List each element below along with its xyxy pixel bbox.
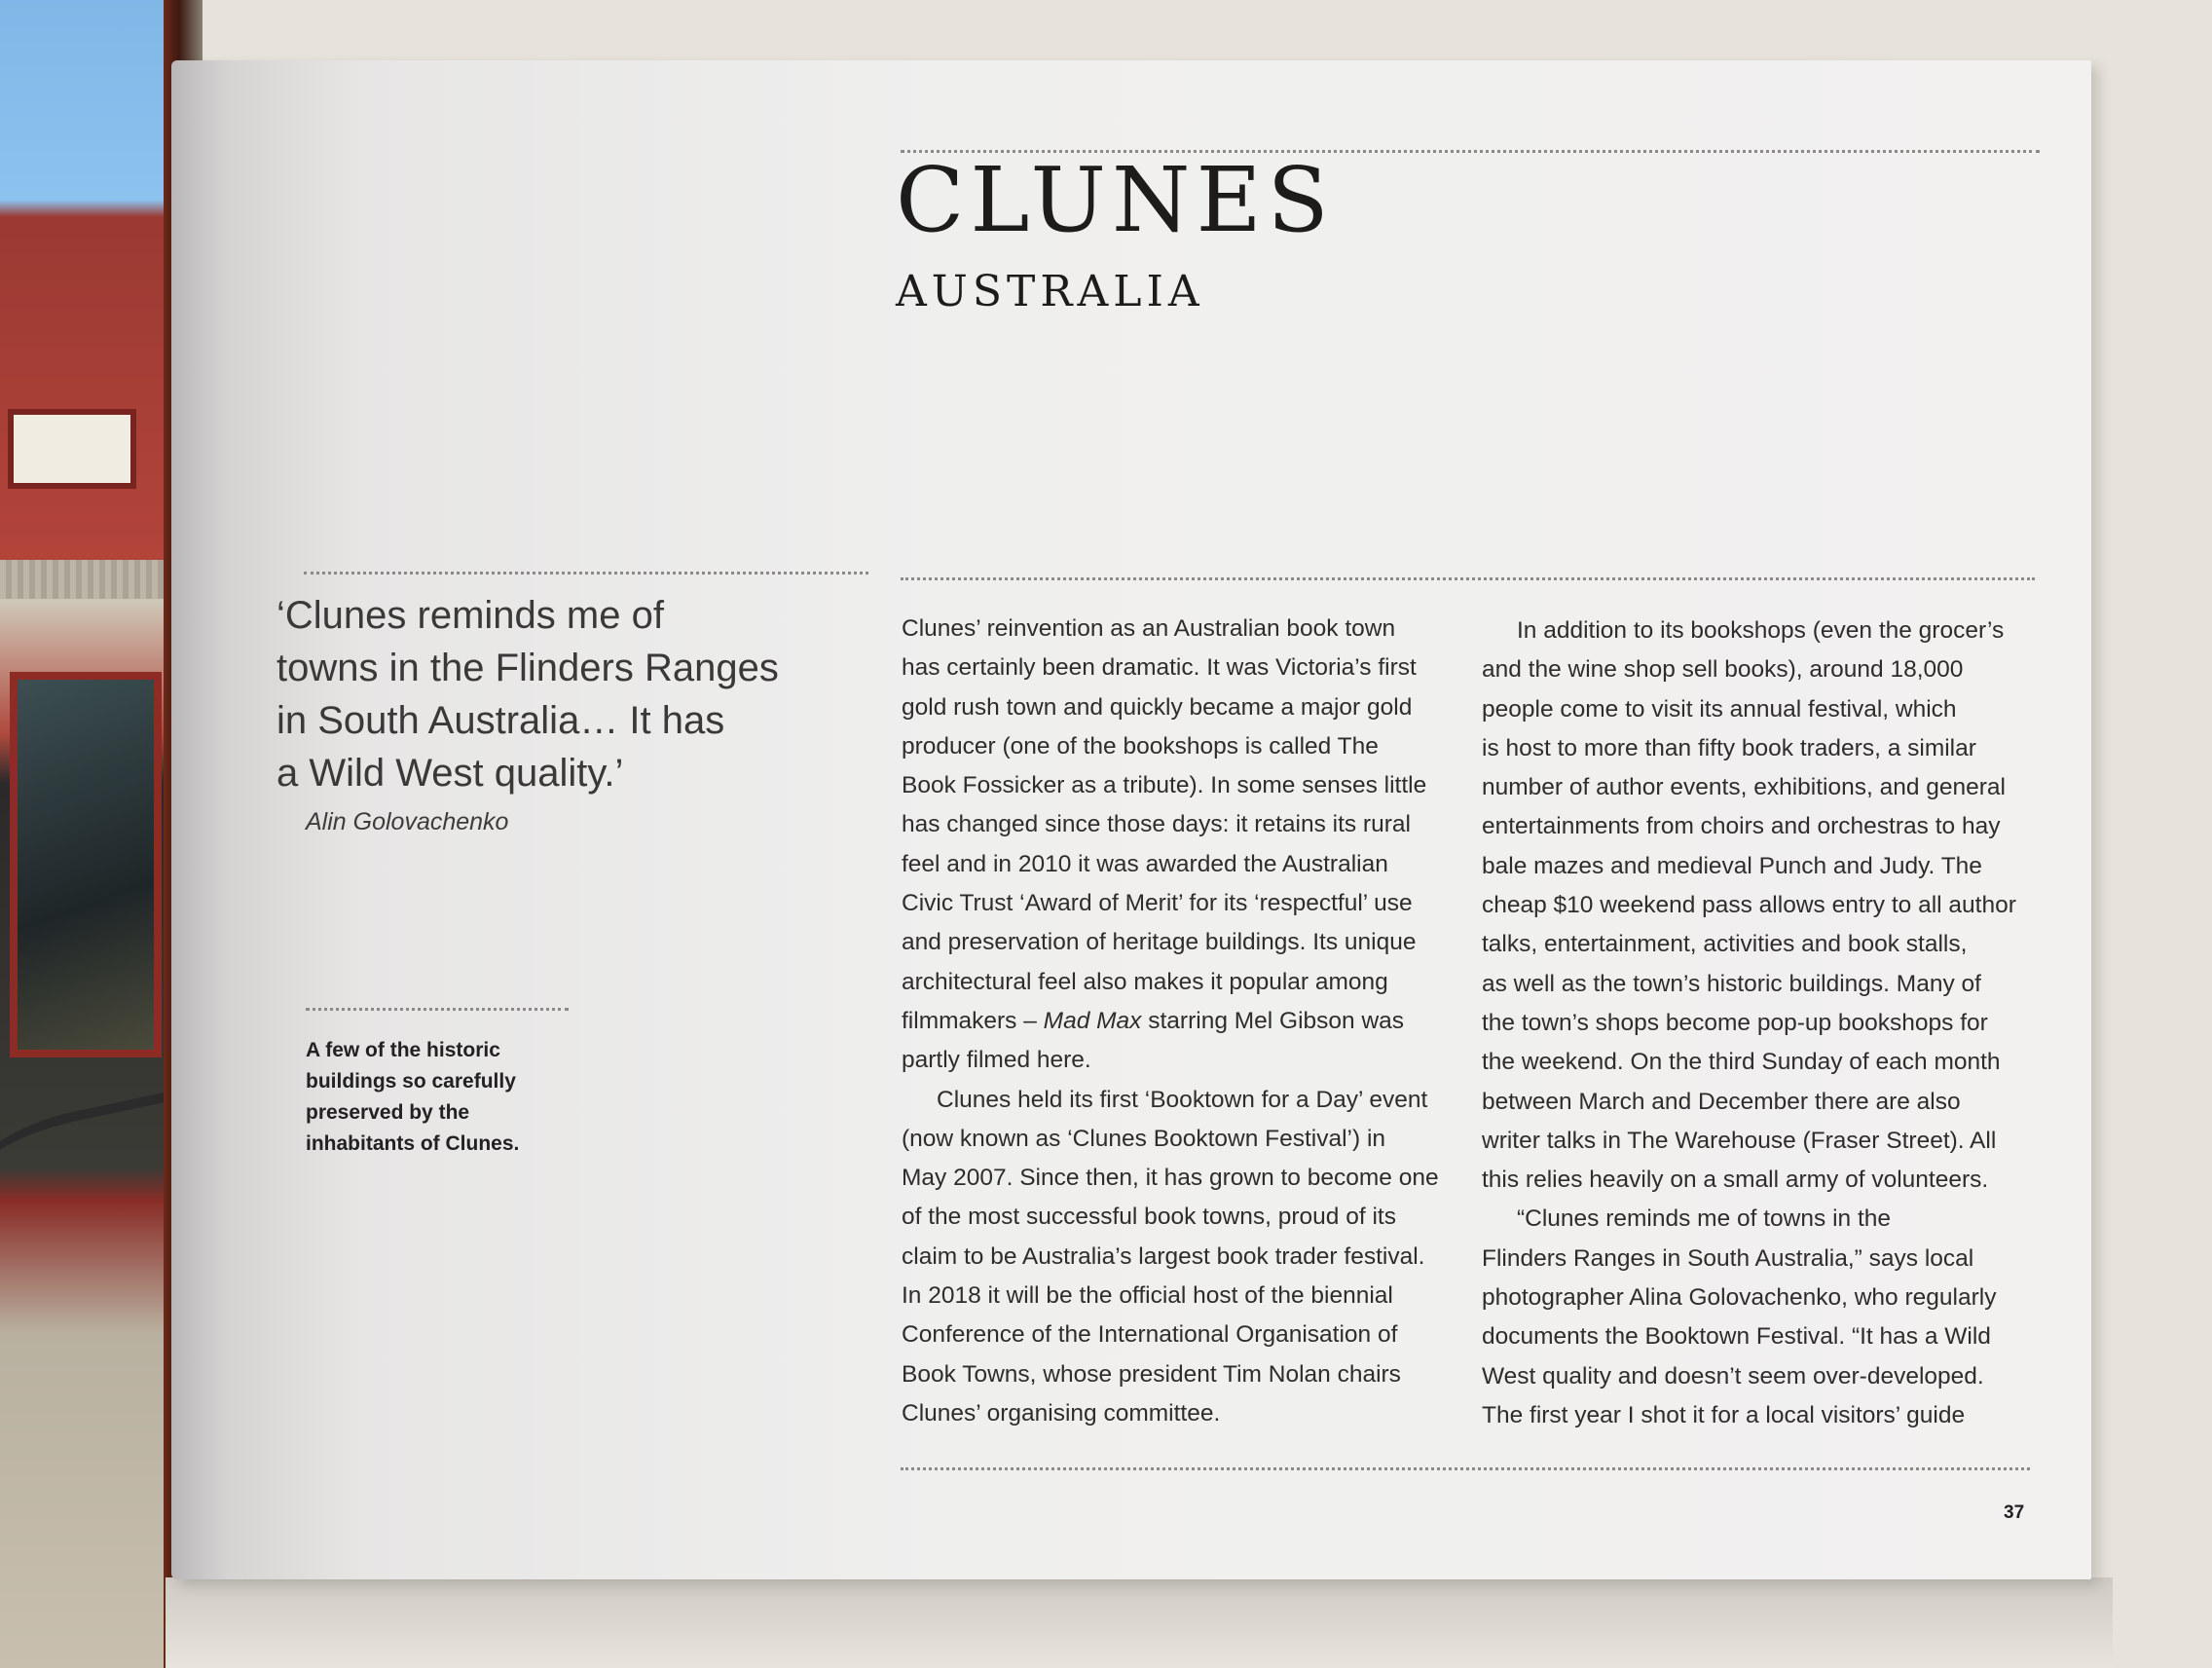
body-line: In 2018 it will be the official host of the biennial [902, 1282, 1393, 1310]
body-line: entertainments from choirs and orchestras to hay [1482, 813, 2001, 840]
pull-quote-line: towns in the Flinders Ranges [276, 647, 779, 689]
body-line: has changed since those days: it retains its rural [902, 811, 1411, 838]
body-text: starring Mel Gibson was [1141, 1007, 1405, 1034]
body-line: Conference of the International Organisation of [902, 1321, 1398, 1349]
body-column-1 [902, 610, 1439, 1433]
pull-quote-line: a Wild West quality.’ [276, 752, 624, 795]
page-title: CLUNES [896, 148, 1335, 252]
body-line: bale mazes and medieval Punch and Judy. The [1482, 852, 1982, 879]
body-line: In addition to its bookshops (even the grocer’s [1517, 617, 2005, 644]
body-line: Book Fossicker as a tribute). In some senses little [902, 772, 1427, 799]
body-line: Flinders Ranges in South Australia,” says local [1482, 1244, 1974, 1272]
body-line: feel and in 2010 it was awarded the Australian [902, 850, 1388, 877]
book-edge [166, 1577, 2113, 1668]
caption-top-rule [306, 1008, 569, 1011]
body-line: and preservation of heritage buildings. Its unique [902, 929, 1417, 956]
body-line: as well as the town’s historic buildings. Many of [1482, 970, 1981, 997]
body-line: partly filmed here. [902, 1047, 1091, 1074]
body-line: Clunes’ reinvention as an Australian book town [902, 615, 1396, 642]
bottom-rule [901, 1467, 2030, 1470]
body-line: The first year I shot it for a local visitors’ guide [1482, 1401, 1966, 1428]
body-line: cheap $10 weekend pass allows entry to all author [1482, 892, 2016, 919]
body-line: between March and December there are also [1482, 1088, 1961, 1115]
pull-quote-line: in South Australia… It has [276, 699, 725, 742]
body-line [902, 1002, 1439, 1041]
caption-line: A few of the historic [306, 1039, 500, 1061]
body-line: Civic Trust ‘Award of Merit’ for its ‘respectful’ use [902, 890, 1413, 917]
photo-awning [0, 560, 173, 599]
pull-quote-attribution: Alin Golovachenko [306, 808, 509, 835]
body-line: producer (one of the bookshops is called The [902, 732, 1379, 760]
body-line: documents the Booktown Festival. “It has a Wild [1482, 1323, 1991, 1351]
body-line: claim to be Australia’s largest book trader festival. [902, 1242, 1425, 1270]
body-text: filmmakers – [902, 1007, 1044, 1034]
body-top-rule [901, 577, 2035, 580]
quote-top-rule [304, 572, 868, 575]
body-line: of the most successful book towns, proud of its [902, 1204, 1396, 1231]
caption-line: inhabitants of Clunes. [306, 1132, 520, 1155]
pull-quote [276, 589, 835, 799]
body-line: gold rush town and quickly became a major gold [902, 693, 1413, 721]
body-line: photographer Alina Golovachenko, who regularly [1482, 1284, 1997, 1312]
caption-line: preserved by the [306, 1101, 470, 1124]
body-line: the weekend. On the third Sunday of each month [1482, 1049, 2001, 1076]
body-line: Clunes held its first ‘Booktown for a Day’ event [937, 1086, 1428, 1113]
body-line: “Clunes reminds me of towns in the [1517, 1205, 1891, 1233]
body-line: is host to more than fifty book traders, a similar [1482, 734, 1976, 761]
photo-street-curb [0, 1085, 173, 1261]
caption-line: buildings so carefully [306, 1070, 516, 1093]
body-line: (now known as ‘Clunes Booktown Festival’) in [902, 1125, 1386, 1152]
page-number: 37 [2004, 1502, 2025, 1523]
body-line: this relies heavily on a small army of volunteers. [1482, 1167, 1989, 1194]
body-line: number of author events, exhibitions, and general [1482, 774, 2006, 801]
body-line: West quality and doesn’t seem over-developed. [1482, 1362, 1984, 1390]
photo-shop-window [10, 672, 162, 1057]
body-line: has certainly been dramatic. It was Victoria’s first [902, 654, 1417, 682]
photo-caption [306, 1035, 559, 1160]
building-photo [0, 0, 173, 1668]
body-line: the town’s shops become pop-up bookshops for [1482, 1009, 1988, 1036]
body-line: and the wine shop sell books), around 18,000 [1482, 656, 1964, 684]
body-line: May 2007. Since then, it has grown to become one [902, 1165, 1439, 1192]
body-line: architectural feel also makes it popular among [902, 968, 1388, 995]
film-title: Mad Max [1043, 1007, 1142, 1034]
body-column-2 [1482, 612, 2016, 1435]
pull-quote-line: ‘Clunes reminds me of [276, 594, 664, 637]
body-line: talks, entertainment, activities and book stalls, [1482, 931, 1968, 958]
body-line: writer talks in The Warehouse (Fraser Street). All [1482, 1127, 1997, 1154]
body-line: people come to visit its annual festival, which [1482, 695, 1957, 723]
page-subtitle: AUSTRALIA [896, 267, 1204, 316]
body-line: Clunes’ organising committee. [902, 1399, 1221, 1427]
body-line: Book Towns, whose president Tim Nolan chairs [902, 1360, 1401, 1388]
photo-shop-sign [8, 409, 136, 489]
